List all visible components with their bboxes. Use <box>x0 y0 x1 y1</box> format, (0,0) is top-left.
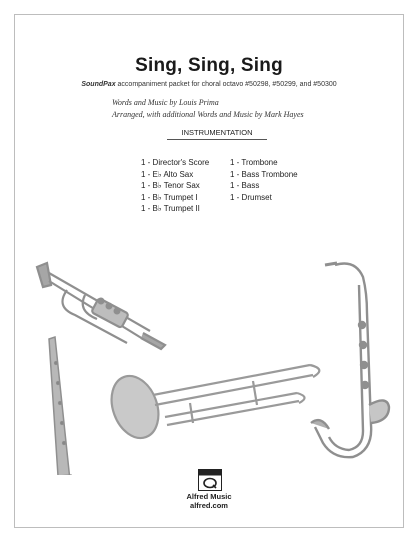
instrument-item: 1 - Drumset <box>230 192 272 202</box>
instrument-illustration <box>15 245 405 475</box>
credit-words: Words and Music by Louis Prima <box>112 98 219 107</box>
publisher <box>15 492 403 510</box>
page-title: Sing, Sing, Sing <box>135 55 283 76</box>
instrument-item: 1 - E♭ Alto Sax <box>141 169 194 179</box>
trumpet-icon <box>37 263 165 349</box>
instrument-item: 1 - Bass <box>230 181 260 190</box>
instrumentation-list-left <box>141 157 209 215</box>
publisher-name: Alfred Music <box>186 492 232 501</box>
instrument-item: 1 - B♭ Trumpet II <box>141 204 200 213</box>
instrument-item: 1 - Bass Trombone <box>230 169 298 179</box>
instrument-item: 1 - Trombone <box>230 158 278 167</box>
subtitle-product: SoundPax <box>81 81 116 88</box>
clarinet-icon <box>49 337 77 475</box>
instrumentation-heading: INSTRUMENTATION <box>167 128 267 140</box>
subtitle-text: accompaniment packet for choral octavo #50298, #50299, and #50300 <box>115 81 337 88</box>
credits <box>112 97 304 121</box>
subtitle <box>15 81 403 88</box>
publisher-url[interactable]: alfred.com <box>190 501 228 510</box>
instrumentation-list-right <box>230 157 298 203</box>
credit-arranged: Arranged, with additional Words and Music by Mark Hayes <box>112 110 304 119</box>
saxophone-icon <box>311 263 389 457</box>
instrument-item: 1 - B♭ Trumpet I <box>141 192 198 202</box>
instrument-item: 1 - B♭ Tenor Sax <box>141 181 200 190</box>
instrument-item: 1 - Director's Score <box>141 158 210 167</box>
alfred-logo-icon <box>198 469 222 491</box>
cover-page <box>14 14 404 528</box>
trombone-icon <box>103 365 319 445</box>
